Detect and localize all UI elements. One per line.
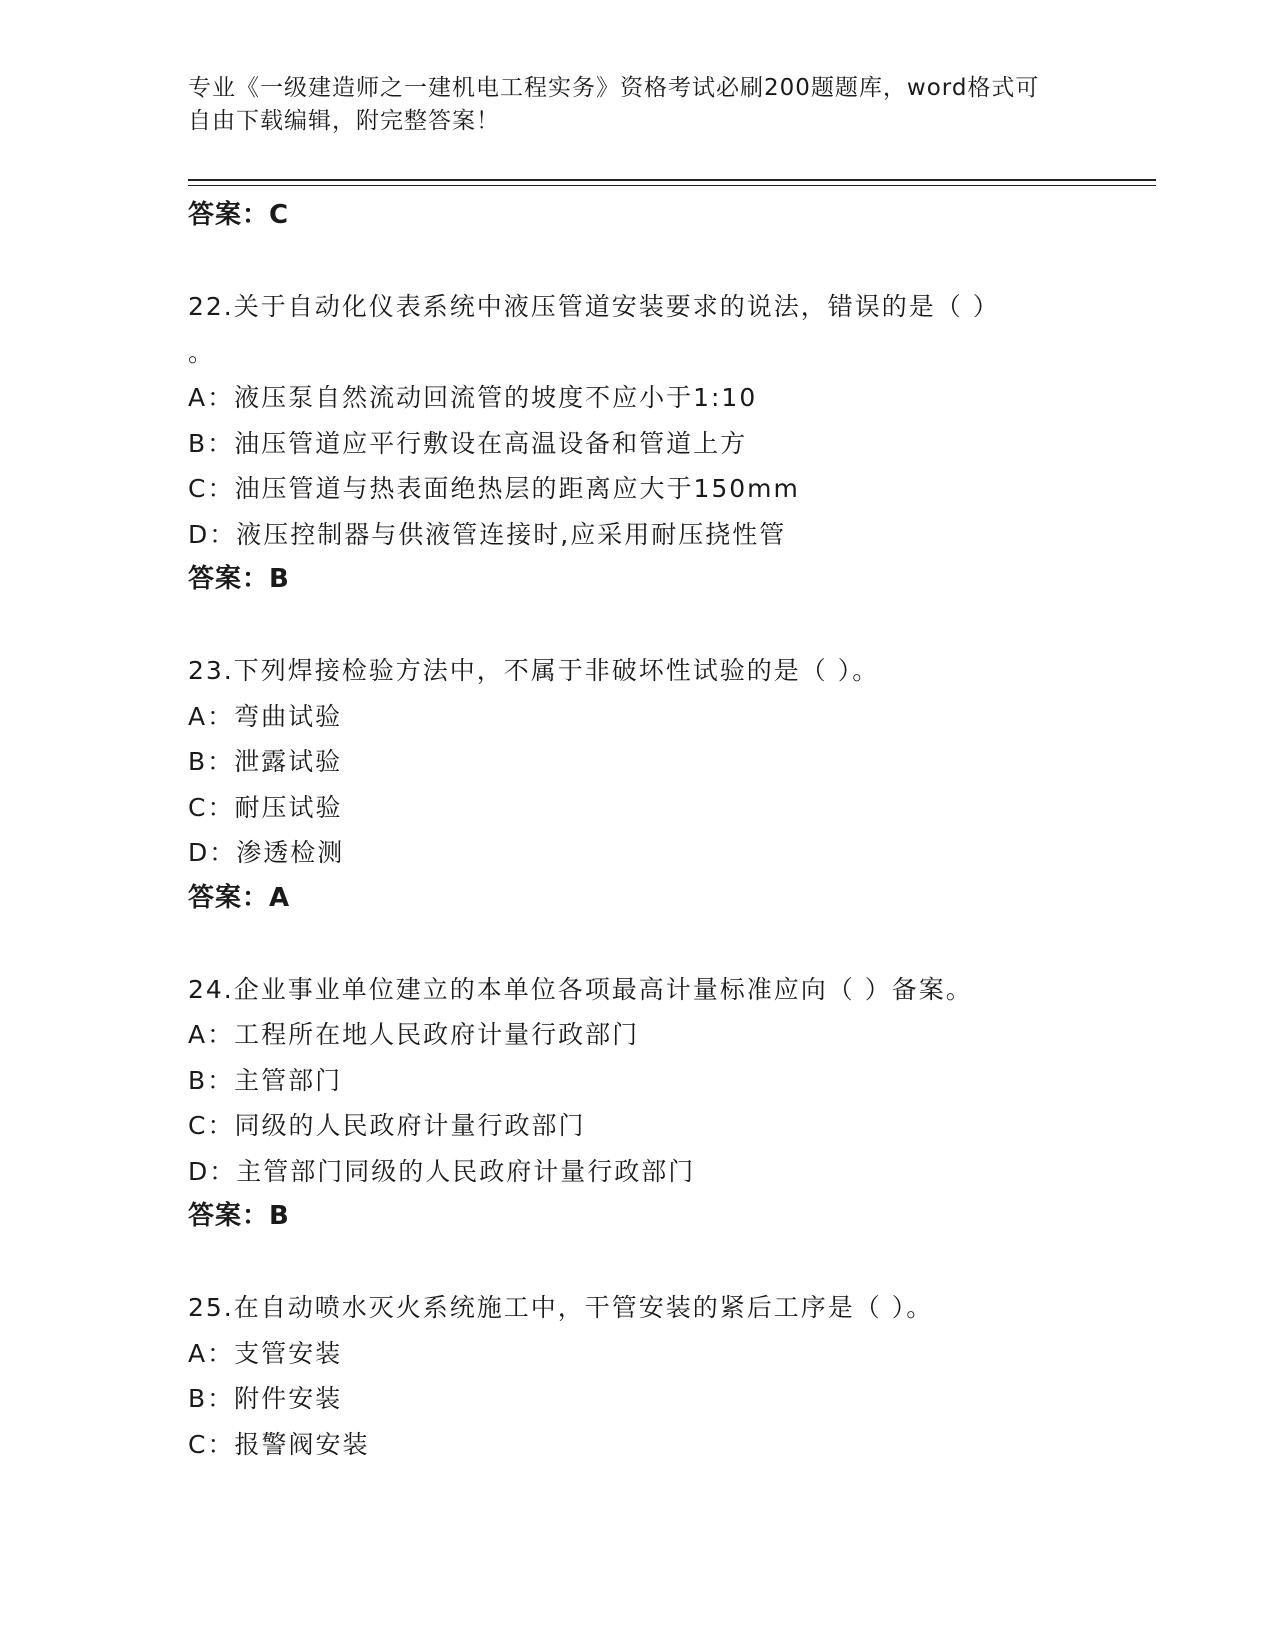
option-a: A：弯曲试验 xyxy=(188,701,343,731)
question-25 xyxy=(188,1285,1148,1467)
header-rule-thick xyxy=(188,179,1156,181)
option-b: B：主管部门 xyxy=(188,1065,343,1095)
option-a: A：支管安装 xyxy=(188,1338,343,1368)
option-d: D：渗透检测 xyxy=(188,838,345,867)
option-c: C：同级的人民政府计量行政部门 xyxy=(188,1111,586,1140)
question-text: 24.企业事业单位建立的本单位各项最高计量标准应向（ ）备案。 xyxy=(188,974,973,1004)
option-d: D：液压控制器与供液管连接时,应采用耐压挠性管 xyxy=(188,519,787,549)
option-b: B：附件安装 xyxy=(188,1384,343,1413)
question-23 xyxy=(188,648,1148,921)
page-header xyxy=(188,72,1088,138)
option-c: C：报警阀安装 xyxy=(188,1429,370,1459)
question-text-continued: 。 xyxy=(188,337,216,367)
option-b: B：泄露试验 xyxy=(188,747,343,776)
answer-label: 答案：B xyxy=(188,564,290,594)
option-c: C：耐压试验 xyxy=(188,792,343,822)
question-text: 25.在自动喷水灭火系统施工中，干管安装的紧后工序是（ ）。 xyxy=(188,1293,934,1322)
option-a: A：工程所在地人民政府计量行政部门 xyxy=(188,1020,640,1049)
question-text: 23.下列焊接检验方法中，不属于非破坏性试验的是（ ）。 xyxy=(188,656,880,685)
answer-label: 答案：A xyxy=(188,882,291,913)
question-text: 22.关于自动化仪表系统中液压管道安装要求的说法，错误的是（ ） xyxy=(188,292,1000,321)
question-24 xyxy=(188,967,1148,1240)
option-b: B：油压管道应平行敷设在高温设备和管道上方 xyxy=(188,428,748,458)
option-d: D：主管部门同级的人民政府计量行政部门 xyxy=(188,1156,696,1186)
question-22 xyxy=(188,284,1148,603)
question-list xyxy=(188,193,1148,1467)
answer-label: 答案：B xyxy=(188,1201,290,1231)
option-a: A：液压泵自然流动回流管的坡度不应小于1:10 xyxy=(188,383,758,412)
option-c: C：油压管道与热表面绝热层的距离应大于150mm xyxy=(188,474,800,503)
header-line-2: 自由下载编辑，附完整答案！ xyxy=(188,108,500,134)
header-line-1: 专业《一级建造师之一建机电工程实务》资格考试必刷200题题库，word格式可 xyxy=(188,75,1040,101)
answer-label: 答案：C xyxy=(188,200,290,230)
header-rule-thin xyxy=(188,185,1156,186)
